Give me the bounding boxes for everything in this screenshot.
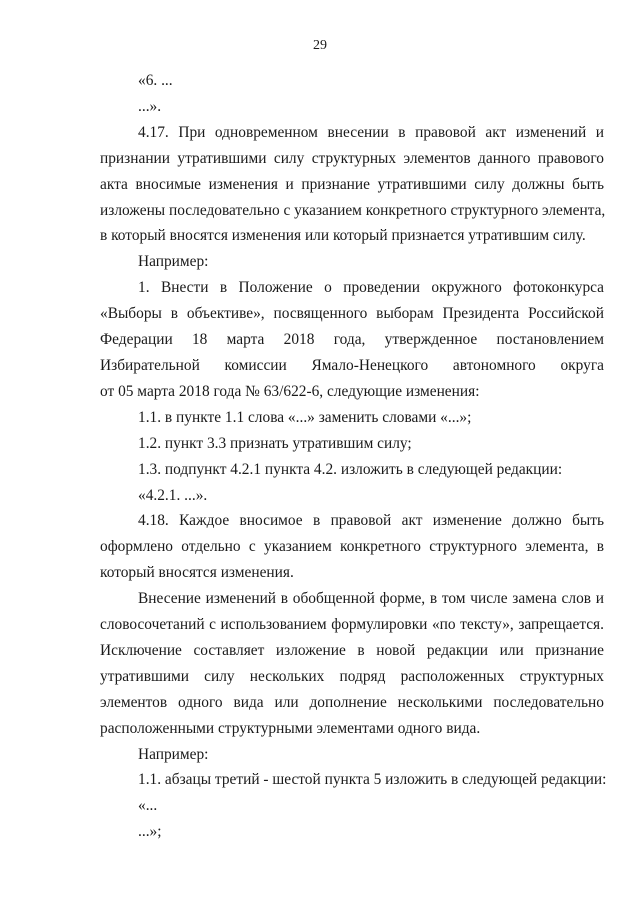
- text-line: 1.1. в пункте 1.1 слова «...» заменить словами «...»;: [138, 408, 472, 426]
- text-line: признании утратившими силу структурных элементов данного правового: [100, 149, 604, 167]
- text-line: Например:: [138, 253, 209, 271]
- text-line: «4.2.1. ...».: [138, 486, 208, 504]
- text-line: ...».: [138, 97, 162, 115]
- text-line: 1. Внести в Положение о проведении окружного фотоконкурса: [138, 279, 604, 297]
- text-line: который вносятся изменения.: [100, 564, 294, 582]
- text-line: «6. ...: [138, 72, 173, 89]
- document-body: [100, 68, 607, 845]
- text-line: 1.2. пункт 3.3 признать утратившим силу;: [138, 434, 412, 452]
- text-line: 4.17. При одновременном внесении в правовой акт изменений и: [138, 123, 604, 141]
- text-line: 1.1. абзацы третий - шестой пункта 5 изложить в следующей редакции:: [138, 771, 607, 789]
- text-line: Избирательной комиссии Ямало-Ненецкого автономного округа: [100, 356, 604, 374]
- text-line: 1.3. подпункт 4.2.1 пункта 4.2. изложить в следующей редакции:: [138, 460, 563, 478]
- text-line: Внесение изменений в обобщенной форме, в том числе замена слов и: [138, 590, 604, 608]
- text-line: элементов одного вида или дополнение несколькими последовательно: [100, 693, 604, 711]
- text-line: оформлено отдельно с указанием конкретного структурного элемента, в: [100, 538, 604, 556]
- page-number: 29: [313, 38, 327, 53]
- text-line: от 05 марта 2018 года № 63/622-6, следующие изменения:: [100, 382, 480, 400]
- text-line: в который вносятся изменения или который признается утратившим силу.: [100, 227, 586, 245]
- text-line: 4.18. Каждое вносимое в правовой акт изменение должно быть: [138, 512, 604, 530]
- text-line: ...»;: [138, 823, 162, 841]
- text-line: «Выборы в объективе», посвященного выборам Президента Российской: [100, 305, 604, 323]
- text-line: изложены последовательно с указанием конкретного структурного элемента,: [100, 201, 606, 219]
- text-line: «...: [138, 797, 158, 815]
- text-line: Федерации 18 марта 2018 года, утвержденное постановлением: [100, 331, 604, 349]
- text-line: Например:: [138, 745, 209, 763]
- text-line: расположенными структурными элементами одного вида.: [100, 719, 481, 737]
- text-line: утратившими силу нескольких подряд расположенных структурных: [100, 667, 604, 685]
- text-line: словосочетаний с использованием формулировки «по тексту», запрещается.: [100, 616, 604, 634]
- text-line: акта вносимые изменения и признание утратившими силу должны быть: [100, 175, 604, 193]
- text-line: Исключение составляет изложение в новой редакции или признание: [100, 641, 604, 659]
